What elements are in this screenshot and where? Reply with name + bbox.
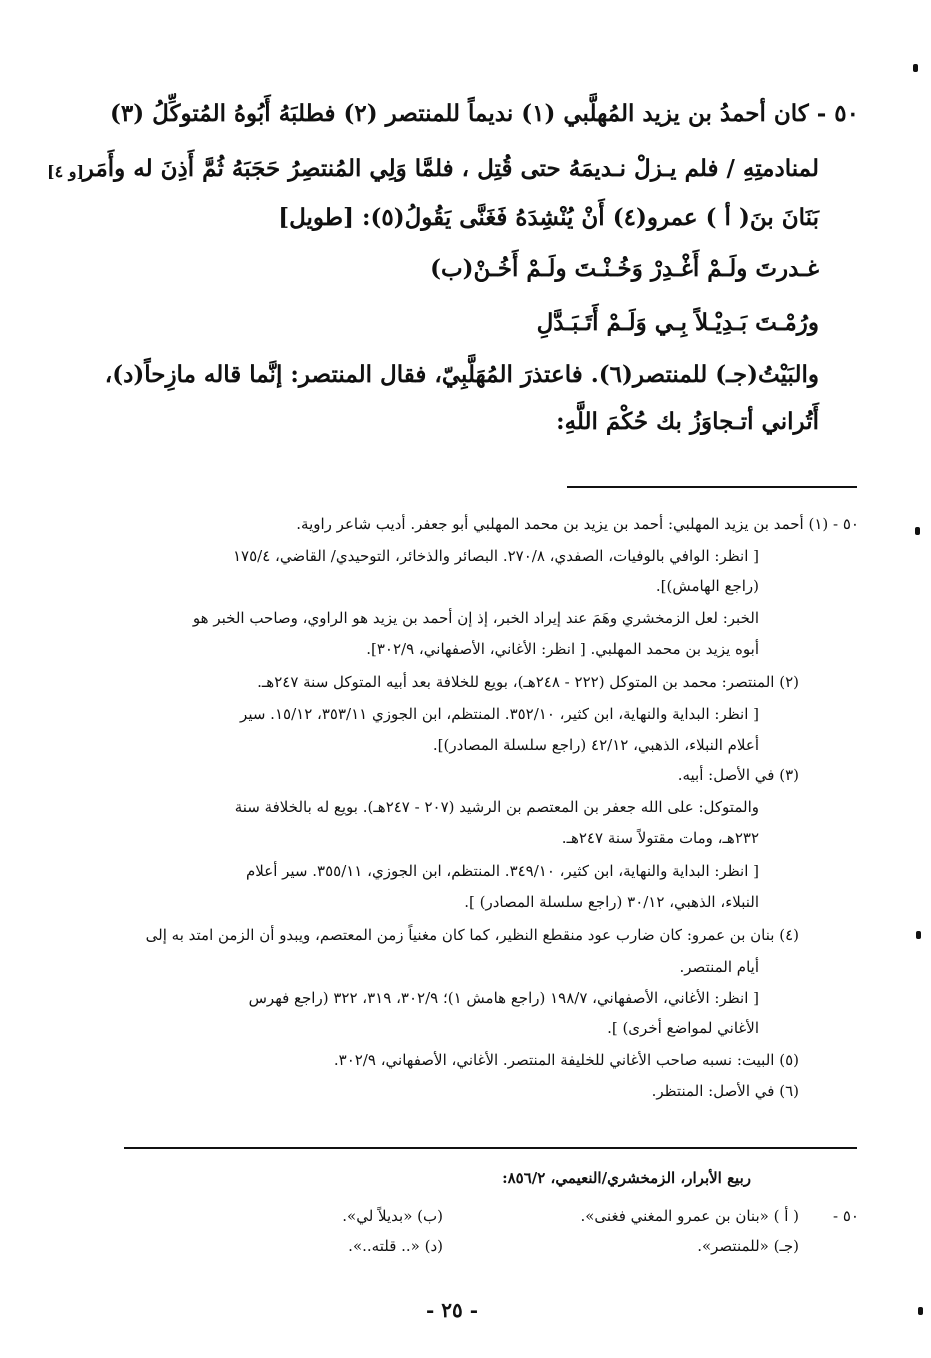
footnote-line: [ انظر: البداية والنهاية، ابن كثير، ٣٥٢/١٠. المنتظم، ابن الجوزي ٣٥٣/١١، ١٥/١٢. سير	[240, 705, 759, 723]
variant-c: (جـ) «للمنتصر».	[697, 1237, 799, 1255]
main-line-2: لمنادمتِهِ / فلم يـزلْ نـديمَهُ حتى قُتِل ، فلمَّا وَلِي المُنتصِرُ حَجَبَهُ ثُمَّ أَذِنَ له وأَمَر	[82, 155, 819, 182]
margin-folio-note: [و ٤]	[47, 162, 85, 181]
footnote-line: (راجع الهامش)].	[655, 577, 759, 595]
variants-separator	[124, 1147, 857, 1149]
footnote-line: ٢٣٢هـ، ومات مقتولاً سنة ٢٤٧هـ.	[561, 829, 759, 847]
footnote-line: النبلاء، الذهبي، ٣٠/١٢ (راجع سلسلة المصادر) ].	[464, 893, 759, 911]
footnote-line: (٥) البيت: نسبه صاحب الأغاني للخليفة المنتصر. الأغاني، الأصفهاني، ٣٠٢/٩.	[333, 1051, 799, 1069]
variant-b: (ب) «بديلاً لي».	[342, 1207, 443, 1225]
footnote-line: (٦) في الأصل: المنتظر.	[651, 1082, 799, 1100]
footnote-line: (٢) المنتصر: محمد بن المتوكل (٢٢٢ - ٢٤٨هـ)، بويع للخلافة بعد أبيه المتوكل سنة ٢٤٧هـ.	[257, 673, 799, 691]
scan-speck	[916, 931, 921, 939]
footnote-line: (٣) في الأصل: أبيه.	[677, 766, 799, 784]
footnote-line: أعلام النبلاء، الذهبي، ٤٢/١٢ (راجع سلسلة المصادر)].	[432, 736, 759, 754]
footnote-line: ٥٠ - (١) أحمد بن يزيد المهلبي: أحمد بن يزيد بن محمد المهلبي أبو جعفر. أديب شاعر راوية.	[296, 515, 859, 533]
main-line-1: ٥٠ - كان أحمدُ بن يزيد المُهلَّبي (١) نديماً للمنتصر (٢) فطلبَهُ أَبُوهُ المُتوكِّلُ (٣)	[109, 100, 859, 127]
variant-d: (د) «.. قلته..».	[348, 1237, 443, 1255]
scan-speck	[918, 1307, 923, 1315]
footnote-line: أيام المنتصر.	[679, 958, 759, 976]
main-line-6: والبَيْتُ(جـ) للمنتصر(٦). فاعتذرَ المُهَلَّبِيّ، فقال المنتصر: إنَّما قاله مازِحاً(د)،	[104, 361, 819, 388]
variants-source: ربيع الأبرار، الزمخشري/النعيمي، ٨٥٦/٢:	[502, 1169, 751, 1187]
footnote-line: الأغاني لمواضع أخرى) ].	[607, 1019, 759, 1037]
page-number: - ٢٥ -	[426, 1298, 479, 1322]
footnote-line: [ انظر: الوافي بالوفيات، الصفدي، ٢٧٠/٨. البصائر والذخائر، التوحيدي/ القاضي، ١٧٥/٤	[232, 547, 759, 565]
footnote-separator	[567, 486, 857, 488]
scan-speck	[915, 527, 920, 535]
variant-a: ( أ ) «بنان بن عمرو المغني فغنى».	[580, 1207, 799, 1225]
verse-hemistich-1: غـدرتَ ولَـمْ أَغْـدِرْ وَخُـنْـتَ ولَـمْ أَخُـنْ(ب)	[430, 255, 819, 282]
footnote-line: والمتوكل: على الله جعفر بن المعتصم بن الرشيد (٢٠٧ - ٢٤٧هـ). بويع له بالخلافة سنة	[234, 798, 759, 816]
footnote-line: [ انظر: البداية والنهاية، ابن كثير، ٣٤٩/١٠. المنتظم، ابن الجوزي، ٣٥٥/١١. سير أعلام	[246, 862, 759, 880]
footnote-line: (٤) بنان بن عمرو: كان ضارب عود منقطع النظير، كما كان مغنياً زمن المعتصم، ويبدو أن الزمن امتد به إلى	[145, 926, 799, 944]
scan-speck	[913, 64, 918, 72]
footnote-line: أبوه يزيد بن محمد المهلبي. [ انظر: الأغاني، الأصفهاني، ٣٠٢/٩].	[366, 640, 759, 658]
footnote-line: الخبر: لعل الزمخشري وهَمَ عند إيراد الخبر، إذ إن أحمد بن يزيد هو الراوي، وصاحب الخبر هو	[192, 609, 759, 627]
variants-entry-number: ٥٠ -	[833, 1207, 859, 1225]
footnote-line: [ انظر: الأغاني، الأصفهاني، ١٩٨/٧ (راجع هامش ١)؛ ٣٠٢/٩، ٣١٩، ٣٢٢ (راجع فهرس	[248, 989, 759, 1007]
verse-hemistich-2: ورُمْـتَ بَـدِيْـلاً بِـي وَلَـمْ أَتَـبَـدَّلِ	[536, 309, 819, 336]
main-line-7: أَتُراني أتـجاوَزُ بك حُكْمَ اللَّهِ:	[556, 408, 819, 435]
main-line-3: بَنَانَ بنَ( أ ) عمرو(٤) أَنْ يُنْشِدَهُ فَغَنَّى يَقُولُ(٥): [طويل]	[278, 204, 819, 231]
